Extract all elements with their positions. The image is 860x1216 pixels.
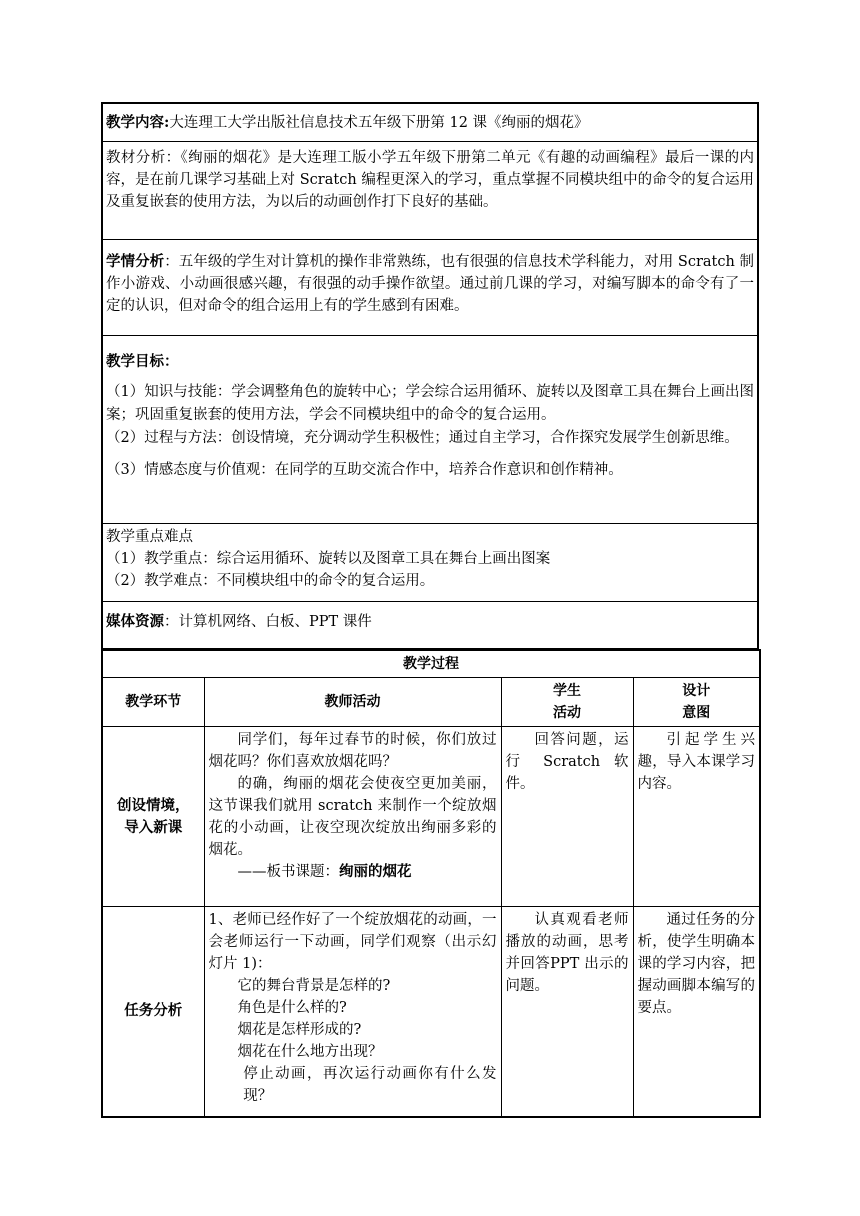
design-intent-text: 引起学生兴趣，导入本课学习内容。: [637, 732, 755, 792]
lesson-info-box: [101, 102, 759, 649]
student-activity-cell: [501, 907, 633, 1117]
process-table: [101, 649, 761, 1118]
goal-emotion: （3）情感态度与价值观：在同学的互助交流合作中，培养合作意识和创作精神。: [106, 462, 623, 478]
goals-label: 教学目标：: [106, 353, 179, 370]
header-design-line1: 设计: [682, 683, 711, 699]
question-item: 它的舞台背景是怎样的?: [237, 978, 391, 994]
students-section: [103, 240, 757, 336]
student-activity-cell: [501, 727, 633, 907]
keypoints-label: 教学重点难点: [106, 529, 193, 545]
material-text: 《绚丽的烟花》是大连理工版小学五年级下册第二单元《有趣的动画编程》最后一课的内容，是在前几课学习基础上对 Scratch 编程更深入的学习，重点掌握不同模块组中的命令的复合运用及重复嵌套的使用方法，为以后的动画创作打下良好的基础。: [106, 150, 755, 210]
table-row: [102, 907, 760, 1117]
keypoint-focus: （1）教学重点：综合运用循环、旋转以及图章工具在舞台上画出图案: [106, 551, 551, 567]
content-text: 大连理工大学出版社信息技术五年级下册第 12 课《绚丽的烟花》: [169, 115, 589, 131]
header-student-line1: 学生: [553, 683, 581, 699]
goal-process: （2）过程与方法：创设情境，充分调动学生积极性；通过自主学习，合作探究发展学生创新思维。: [106, 430, 739, 446]
teacher-paragraph: 同学们，每年过春节的时候，你们放过烟花吗？你们喜欢放烟花吗？: [208, 732, 497, 770]
content-section: [103, 104, 757, 142]
question-item: 烟花在什么地方出现？: [237, 1044, 383, 1060]
teacher-activity-cell: [204, 907, 501, 1117]
process-title: 教学过程: [102, 650, 760, 678]
material-section: [103, 142, 757, 240]
keypoints-section: [103, 524, 757, 602]
goal-knowledge: （1）知识与技能：学会调整角色的旋转中心；学会综合运用循环、旋转以及图章工具在舞台上画出图案；巩固重复嵌套的使用方法，学会不同模块组中的命令的复合运用。: [106, 384, 754, 423]
design-intent-cell: [633, 727, 760, 907]
media-section: [103, 602, 757, 649]
table-row: [102, 727, 760, 907]
media-label: 媒体资源: [106, 613, 164, 630]
process-title-row: [102, 650, 760, 678]
material-label: 教材分析：: [106, 150, 181, 166]
header-teacher: 教师活动: [204, 678, 501, 727]
media-text: ：计算机网络、白板、PPT 课件: [164, 614, 372, 630]
teacher-paragraph: 的确，绚丽的烟花会使夜空更加美丽，这节课我们就用 scratch 来制作一个绽放烟花的小动画，让夜空现次绽放出绚丽多彩的烟花。: [208, 776, 497, 858]
question-item: 角色是什么样的?: [237, 1000, 347, 1016]
board-title-prefix: ——板书课题：: [237, 864, 339, 880]
student-activity-text: 认真观看老师播放的动画，思考并回答PPT 出示的问题。: [505, 912, 629, 994]
students-text: ：五年级的学生对计算机的操作非常熟练，也有很强的信息技术学科能力，对用 Scratch 制作小游戏、小动画很感兴趣，有很强的动手操作欲望。通过前几课的学习，对编写脚本的命令有了一定的认识，但对命令的组合运用上有的学生感到有困难。: [106, 254, 754, 314]
students-label: 学情分析: [106, 253, 165, 270]
header-phase: 教学环节: [102, 678, 204, 727]
design-intent-text: 通过任务的分析，使学生明确本课的学习内容，把握动画脚本编写的要点。: [637, 912, 755, 1016]
teacher-board-title: [209, 861, 497, 883]
phase-cell: [102, 907, 204, 1117]
question-item: 烟花是怎样形成的?: [237, 1022, 362, 1038]
lesson-plan-document: [101, 102, 759, 1118]
teacher-activity-cell: [204, 727, 501, 907]
process-header-row: [102, 678, 760, 727]
phase-cell: [102, 727, 204, 907]
question-item: 停止动画，再次运行动画你有什么发现？: [243, 1066, 497, 1104]
teacher-paragraph: 1、老师已经作好了一个绽放烟花的动画，一会老师运行一下动画，同学们观察（出示幻灯片 1)：: [208, 912, 497, 972]
student-activity-text: 回答问题，运 行 Scratch 软件。: [505, 732, 629, 792]
content-label: 教学内容:: [106, 114, 170, 131]
header-student: [501, 678, 633, 727]
goals-section: [103, 336, 757, 524]
header-student-line2: 活动: [553, 705, 581, 721]
keypoint-difficulty: （2）教学难点：不同模块组中的命令的复合运用。: [106, 573, 435, 589]
phase-line1: 任务分析: [124, 1003, 183, 1020]
phase-line2: 导入新课: [124, 819, 183, 836]
board-title-text: 绚丽的烟花: [339, 863, 412, 880]
header-design: [633, 678, 760, 727]
header-design-line2: 意图: [682, 705, 711, 721]
design-intent-cell: [633, 907, 760, 1117]
phase-line1: 创设情境，: [117, 797, 190, 814]
